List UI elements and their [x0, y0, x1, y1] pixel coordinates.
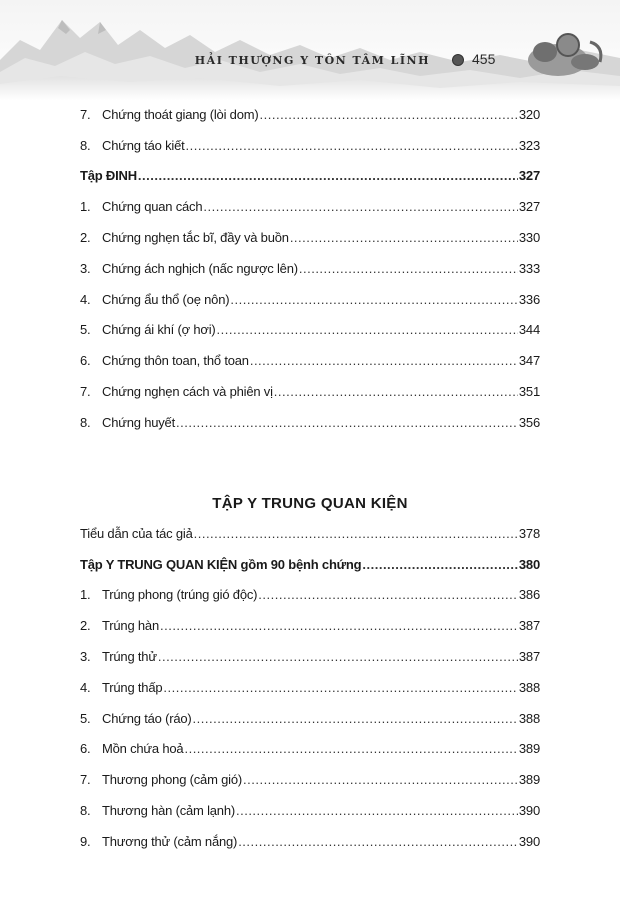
toc-entry-number: 1.	[80, 199, 91, 215]
toc-entry-page: 389	[518, 772, 540, 788]
dot-leader	[160, 618, 518, 633]
toc-entry-page: 347	[518, 353, 540, 369]
toc-entry-page: 387	[518, 649, 540, 665]
dot-leader	[186, 138, 518, 153]
toc-entry-number: 5.	[80, 322, 91, 338]
toc-entry-number: 3.	[80, 260, 91, 276]
toc-list-part1	[80, 99, 540, 438]
toc-entry-number: 3.	[80, 649, 91, 665]
toc-entry-title: Chứng nghẹn cách và phiên vị	[102, 384, 273, 400]
toc-entry-title: Chứng nghẹn tắc bĩ, đầy và buồn	[102, 230, 289, 246]
toc-list-part2	[80, 518, 540, 857]
dot-leader	[194, 526, 518, 541]
toc-entry-number: 8.	[80, 137, 91, 153]
toc-entry-title: Chứng ách nghịch (nấc ngược lên)	[102, 260, 298, 276]
toc-entry-page: 378	[518, 525, 540, 541]
dot-leader	[250, 353, 518, 368]
toc-entry-title: Chứng táo (ráo)	[102, 710, 192, 726]
dot-leader	[230, 292, 518, 307]
toc-entry-title: Chứng táo kiết	[102, 137, 185, 153]
dot-leader	[217, 322, 518, 337]
toc-entry	[80, 764, 540, 795]
toc-entry-number: 8.	[80, 803, 91, 819]
toc-entry-number: 6.	[80, 353, 91, 369]
page-number: 455	[472, 51, 496, 67]
toc-entry-page: 388	[518, 679, 540, 695]
toc-entry-section	[80, 161, 540, 192]
toc-entry-title: Tiểu dẫn của tác giả	[80, 525, 193, 541]
toc-entry-number: 9.	[80, 833, 91, 849]
dot-leader	[243, 772, 518, 787]
toc-entry	[80, 284, 540, 315]
toc-entry-title: Trúng thử	[102, 649, 157, 665]
toc-entry	[80, 734, 540, 765]
dot-leader	[238, 834, 518, 849]
toc-entry-page: 344	[518, 322, 540, 338]
toc-entry-number: 5.	[80, 710, 91, 726]
section-heading: TẬP Y TRUNG QUAN KIỆN	[212, 495, 408, 512]
toc-entry	[80, 580, 540, 611]
dot-leader	[184, 741, 517, 756]
toc-entry-title: Mồn chứa hoả	[102, 741, 184, 757]
toc-entry-number: 1.	[80, 587, 91, 603]
toc-entry-page: 390	[518, 833, 540, 849]
toc-entry-number: 2.	[80, 230, 91, 246]
toc-entry	[80, 191, 540, 222]
toc-entry-page: 380	[518, 556, 540, 572]
toc-entry-title: Chứng ẩu thổ (oẹ nôn)	[102, 291, 230, 307]
dot-leader	[163, 680, 518, 695]
toc-entry-page: 320	[518, 106, 540, 122]
toc-entry-number: 7.	[80, 106, 91, 122]
dot-leader	[138, 168, 518, 183]
toc-entry-page: 333	[518, 260, 540, 276]
toc-entry-page: 323	[518, 137, 540, 153]
toc-entry-title: Chứng ái khí (ợ hơi)	[102, 322, 216, 338]
running-title: HẢI THƯỢNG Y TÔN TÂM LĨNH	[194, 54, 430, 67]
toc-entry	[80, 345, 540, 376]
toc-entry	[80, 518, 540, 549]
toc-entry	[80, 407, 540, 438]
dot-leader	[290, 230, 518, 245]
toc-entry	[80, 672, 540, 703]
toc-entry-number: 4.	[80, 291, 91, 307]
toc-entry	[80, 376, 540, 407]
toc-entry-page: 388	[518, 710, 540, 726]
toc-entry-number: 4.	[80, 679, 91, 695]
toc-entry	[80, 99, 540, 130]
dot-leader	[274, 384, 518, 399]
toc-entry	[80, 826, 540, 857]
toc-entry-title: Thương hàn (cảm lạnh)	[102, 803, 235, 819]
toc-entry-page: 386	[518, 587, 540, 603]
toc-entry-title: Chứng thôn toan, thổ toan	[102, 353, 249, 369]
dot-leader	[236, 803, 518, 818]
toc-entry-page: 389	[518, 741, 540, 757]
toc-entry-title: Chứng huyết	[102, 414, 175, 430]
toc-entry-page: 356	[518, 414, 540, 430]
toc-entry	[80, 222, 540, 253]
toc-entry-page: 327	[518, 168, 540, 184]
toc-entry-page: 390	[518, 803, 540, 819]
toc-entry-number: 7.	[80, 772, 91, 788]
toc-entry-title: Trúng phong (trúng gió độc)	[102, 587, 258, 603]
toc-entry	[80, 253, 540, 284]
toc-entry	[80, 315, 540, 346]
toc-entry-title: Tập ĐINH	[80, 168, 137, 184]
dot-leader	[158, 649, 518, 664]
toc-entry-number: 7.	[80, 384, 91, 400]
toc-entry-title: Thương thử (cảm nắng)	[102, 833, 238, 849]
toc-entry	[80, 610, 540, 641]
toc-entry-page: 387	[518, 618, 540, 634]
toc-entry-number: 6.	[80, 741, 91, 757]
toc-entry-title: Chứng thoát giang (lòi dom)	[102, 106, 259, 122]
toc-entry-number: 2.	[80, 618, 91, 634]
toc-entry-title: Trúng thấp	[102, 679, 163, 695]
toc-entry-page: 336	[518, 291, 540, 307]
toc-entry-title: Trúng hàn	[102, 618, 159, 634]
dot-leader	[299, 261, 518, 276]
toc-entry	[80, 795, 540, 826]
toc-entry-page: 327	[518, 199, 540, 215]
toc-entry-title: Tập Y TRUNG QUAN KIỆN gồm 90 bệnh chứng	[80, 556, 362, 572]
toc-entry-section	[80, 549, 540, 580]
dot-leader	[260, 107, 518, 122]
toc-entry-title: Thương phong (cảm gió)	[102, 772, 243, 788]
toc-entry	[80, 641, 540, 672]
toc-entry	[80, 130, 540, 161]
toc-entry-number: 8.	[80, 414, 91, 430]
dot-leader	[193, 711, 518, 726]
toc-entry	[80, 703, 540, 734]
dot-leader	[176, 415, 518, 430]
toc-entry-page: 330	[518, 230, 540, 246]
dot-leader	[203, 199, 518, 214]
header-banner	[0, 0, 620, 100]
dot-leader	[362, 557, 518, 572]
toc-entry-title: Chứng quan cách	[102, 199, 203, 215]
dot-leader	[258, 587, 518, 602]
header-bullet-icon	[452, 54, 464, 66]
toc-entry-page: 351	[518, 384, 540, 400]
